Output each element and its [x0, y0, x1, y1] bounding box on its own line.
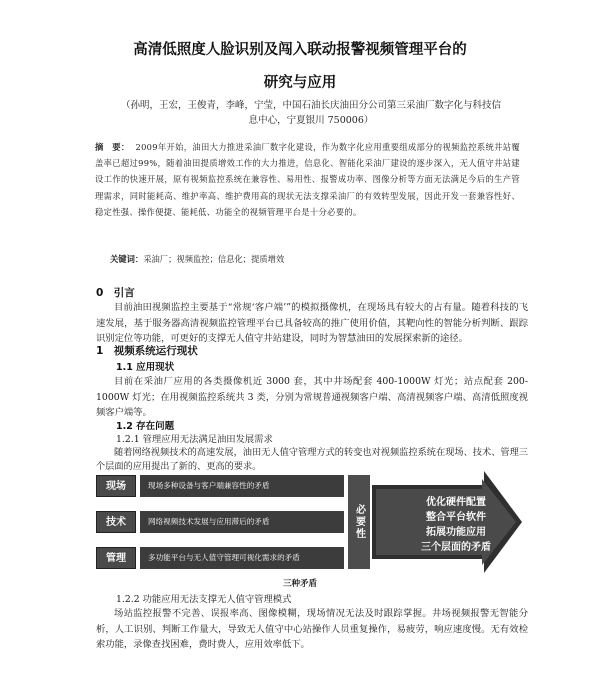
authors-line2: 息中心，宁夏银川 750006）	[248, 115, 374, 126]
paper-title-line1: 高清低照度人脸识别及闯入联动报警视频管理平台的	[133, 42, 467, 58]
keywords	[110, 253, 530, 265]
row-label: 现场	[96, 475, 136, 497]
section-1-2-heading: 1.2 存在问题	[116, 421, 175, 432]
keywords-text: 采油厂；视频监控；信息化；提质增效	[143, 254, 285, 264]
solution-software: 整合平台软件	[426, 512, 486, 523]
diagram-row-technology	[96, 511, 344, 533]
section-1-1-text: 目前在采油厂应用的各类摄像机近 3000 套，其中井场配套 400-1000W 灯光；站点配套 200-1000W 灯光；在用视频监控系统共 3 类，分别为常规普通视频客户端、高清视频客户端、高清低照度视频客户端等。	[96, 376, 528, 418]
row-description: 多功能平台与无人值守管理可视化需求的矛盾	[140, 547, 344, 569]
abstract-label: 摘 要：	[95, 142, 130, 152]
solution-functions: 拓展功能应用	[426, 527, 486, 538]
contradiction-diagram	[96, 471, 524, 573]
abstract	[95, 139, 520, 220]
solution-contradiction: 三个层面的矛盾	[421, 542, 491, 553]
row-label: 技术	[96, 511, 136, 533]
section-1-1-heading: 1.1 应用现状	[116, 362, 175, 373]
figure-caption: 三种矛盾	[282, 579, 317, 589]
section-1-2-2-heading: 1.2.2 功能应用无法支撑无人值守管理模式	[116, 594, 292, 605]
row-description: 现场多种设备与客户端兼容性的矛盾	[140, 475, 344, 497]
paper-title-line2: 研究与应用	[263, 75, 337, 91]
diagram-row-management	[96, 547, 344, 569]
section-0-text: 目前油田视频监控主要基于“常规‘客户端’”的模拟摄像机，在现场具有较大的占有量。随着科技的飞速发展，基于服务器高清视频监控管理平台已具备较高的推广使用价值，其靶向性的智能分析判断、跟踪识别定位等功能，可更好的支撑无人值守井站建设，同时为智慧油田的发展探索新的途径。	[96, 302, 528, 344]
diagram-row-field	[96, 475, 344, 497]
author-affiliation	[96, 98, 526, 128]
section-1-heading: 1 视频系统运行现状	[96, 345, 198, 357]
keywords-label: 关键词：	[110, 254, 144, 264]
section-1-2-2-text: 场站监控报警不完善、误报率高、图像模糊，现场情况无法及时跟踪掌握。井场视频报警无智能分析，人工识别、判断工作量大，导致无人值守中心站操作人员重复操作，易疲劳，响应速度慢。无有效检索功能，录像查找困难，费时费人，应用效率低下。	[96, 608, 528, 650]
necessity-box: 必要性	[348, 475, 370, 569]
section-1-2-1-text: 随着网络视频技术的高速发展，油田无人值守管理方式的转变也对视频监控系统在现场、技术、管理三个层面的应用提出了新的、更高的要求。	[96, 447, 528, 472]
row-label: 管理	[96, 547, 136, 569]
authors-line1: （孙明，王宏，王俊青，李峰，宁莹，中国石油长庆油田分公司第三采油厂数字化与科技信	[120, 100, 501, 111]
section-1-2-1-heading: 1.2.1 管理应用无法满足油田发展需求	[116, 434, 273, 445]
solution-hardware: 优化硬件配置	[426, 497, 486, 508]
section-0-heading: 0 引言	[96, 287, 135, 299]
row-description: 网络视频技术发展与应用滞后的矛盾	[140, 511, 344, 533]
abstract-text: 2009年开始，油田大力推进采油厂数字化建设，作为数字化应用重要组成部分的视频监控系统井站覆盖率已超过99%，随着油田提质增效工作的大力推进，信息化、智能化采油厂建设的逐步深入，无人值守井站建设工作的快速开展，原有视频监控系统在兼容性、易用性、报警成功率、图像分析等方面无法满足今后的生产管理需求，同时能耗高、维护率高、维护费用高的现状无法支撑采油厂的有效转型发展，因此开发一套兼容性好、稳定性强、操作便捷、能耗低、功能全的视频管理平台是十分必要的。	[95, 142, 520, 217]
